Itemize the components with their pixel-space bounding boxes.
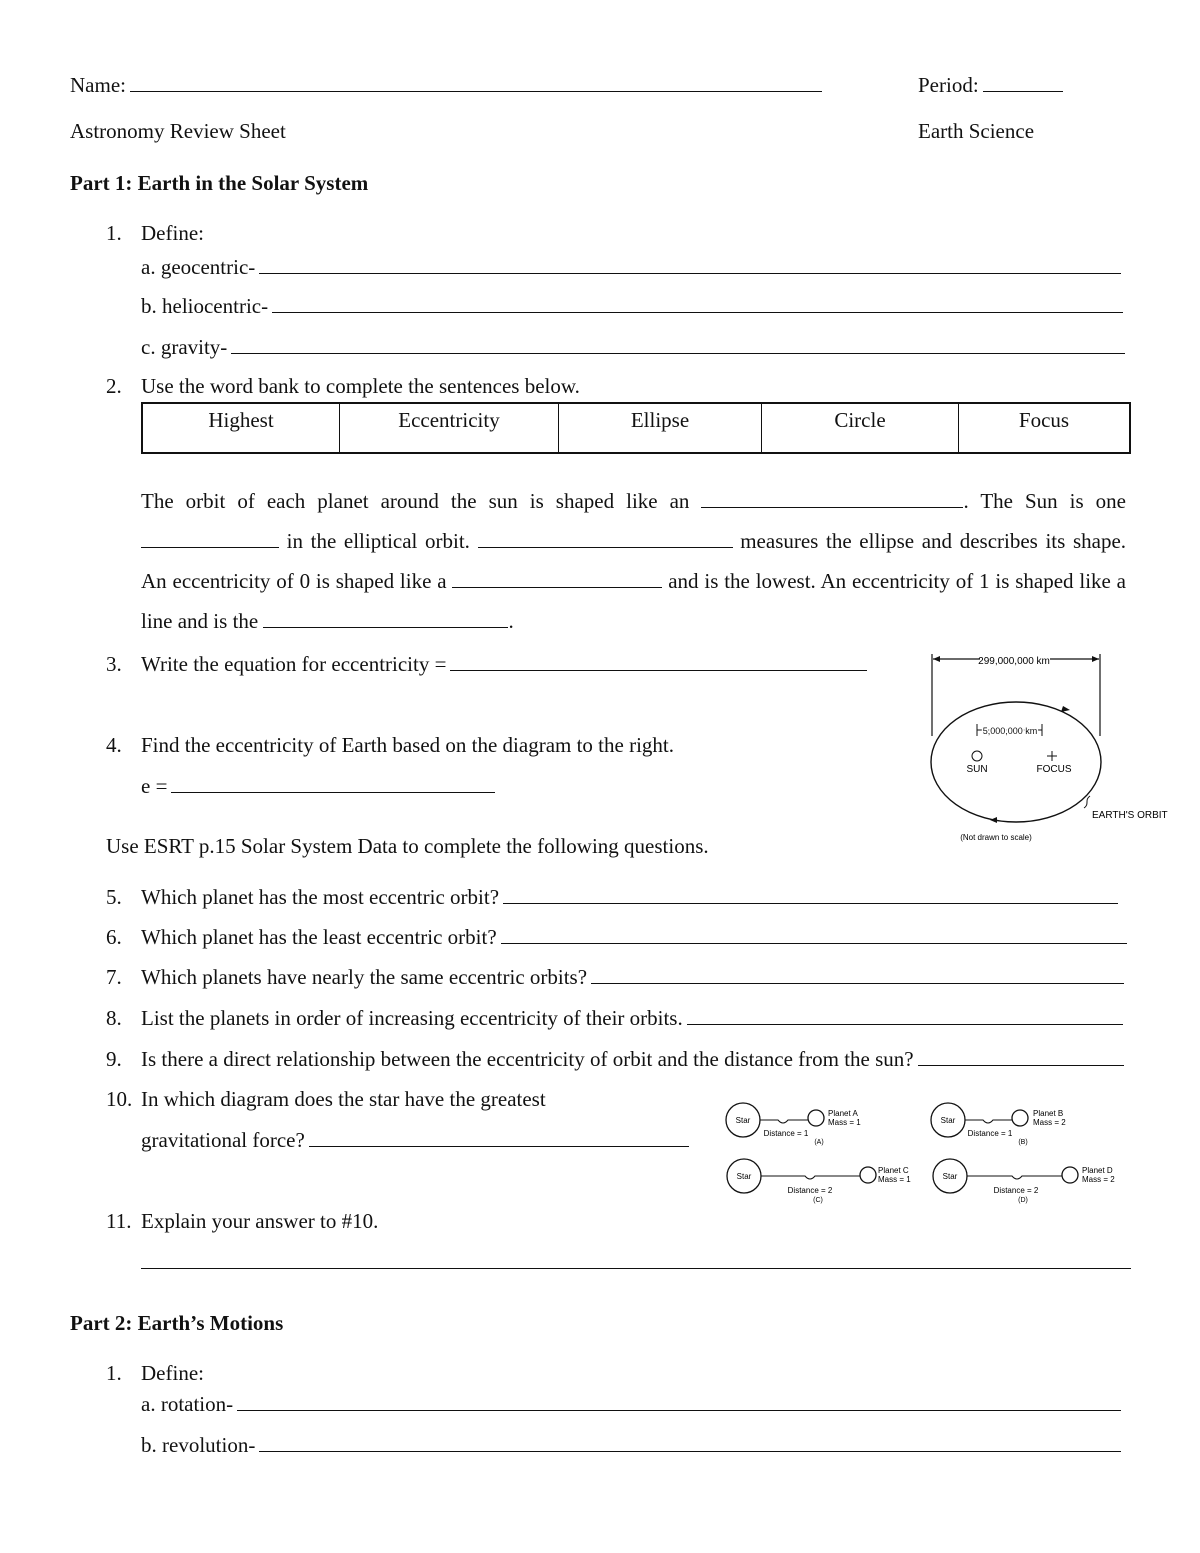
sentence-part: . The Sun is one: [963, 489, 1127, 513]
q3-number: 3.: [106, 652, 122, 676]
define-heliocentric[interactable]: [141, 293, 1123, 319]
answer-blank[interactable]: [591, 965, 1124, 984]
answer-blank[interactable]: [309, 1128, 689, 1147]
focus-label: FOCUS: [1036, 764, 1072, 775]
q9-number: 9.: [106, 1047, 122, 1071]
diagram-tag: (C): [813, 1197, 823, 1204]
period-blank[interactable]: [983, 73, 1063, 92]
q1-prompt: Define:: [141, 221, 204, 245]
define-gravity[interactable]: [141, 334, 1125, 360]
gravity-diagram-d: [933, 1159, 1115, 1204]
q3-prompt: Write the equation for eccentricity =: [141, 652, 447, 676]
fill-blank[interactable]: [478, 529, 733, 548]
word-bank-cell: Highest: [142, 403, 340, 453]
sentence-part: in the elliptical orbit.: [286, 529, 470, 553]
diagram-tag: (A): [814, 1139, 824, 1146]
part2-heading: Part 2: Earth’s Motions: [70, 1311, 284, 1335]
q4-answer-row[interactable]: [141, 773, 495, 799]
distance-label: Distance = 1: [967, 1129, 1013, 1138]
q11-answer-line[interactable]: [141, 1250, 1131, 1269]
q11-number: 11.: [106, 1209, 132, 1233]
answer-blank[interactable]: [687, 1006, 1123, 1025]
star-label: Star: [736, 1172, 752, 1181]
define-label: a. geocentric-: [141, 255, 256, 279]
answer-blank[interactable]: [259, 255, 1121, 274]
word-bank-cell: Circle: [762, 403, 959, 453]
word-bank-cell: Focus: [959, 403, 1131, 453]
q7-row[interactable]: [141, 964, 1124, 990]
mass-label: Mass = 1: [878, 1175, 911, 1184]
answer-blank[interactable]: [501, 925, 1127, 944]
q10-line2: gravitational force?: [141, 1128, 305, 1152]
answer-blank[interactable]: [272, 294, 1123, 313]
gravity-diagrams: [720, 1096, 1130, 1210]
sun-label: SUN: [966, 764, 988, 775]
q5-row[interactable]: [141, 884, 1118, 910]
question-prompt: Which planet has the most eccentric orbit?: [141, 885, 500, 909]
course-name: Earth Science: [918, 119, 1035, 143]
distance-label: Distance = 2: [993, 1186, 1039, 1195]
distance-label: Distance = 2: [787, 1186, 833, 1195]
name-blank[interactable]: [130, 73, 822, 92]
fill-blank[interactable]: [452, 569, 662, 588]
part2-q1-prompt: Define:: [141, 1361, 204, 1385]
planet-label: Planet C: [878, 1166, 909, 1175]
mass-label: Mass = 2: [1033, 1118, 1066, 1127]
define-revolution[interactable]: [141, 1432, 1121, 1458]
q5-number: 5.: [106, 885, 122, 909]
word-bank-table: [141, 402, 1131, 454]
q10-number: 10.: [106, 1087, 133, 1111]
sentence-part: measures the ellipse and describes its shape. An eccentricity of 0 is shaped like a: [141, 529, 1127, 593]
planet-label: Planet D: [1082, 1166, 1113, 1175]
sentence-part: .: [508, 609, 514, 633]
define-geocentric[interactable]: [141, 254, 1121, 280]
q10-answer-row[interactable]: [141, 1127, 689, 1153]
define-label: b. heliocentric-: [141, 294, 269, 318]
scale-note: (Not drawn to scale): [960, 833, 1032, 842]
answer-blank[interactable]: [259, 1433, 1121, 1452]
q1-number: 1.: [106, 221, 122, 245]
q2-prompt: Use the word bank to complete the sentences below.: [141, 374, 580, 398]
mass-label: Mass = 1: [828, 1118, 861, 1127]
orbit-label: EARTH'S ORBIT: [1092, 810, 1168, 821]
fill-blank[interactable]: [263, 609, 508, 628]
earth-orbit-diagram: [920, 648, 1168, 846]
q8-number: 8.: [106, 1006, 122, 1030]
word-bank-cell: Eccentricity: [340, 403, 559, 453]
gravity-diagram-a: [726, 1103, 861, 1146]
focal-distance-label: 5,000,000 km: [982, 726, 1038, 736]
mass-label: Mass = 2: [1082, 1175, 1115, 1184]
q8-row[interactable]: [141, 1005, 1123, 1031]
define-label: b. revolution-: [141, 1433, 256, 1457]
gravity-diagram-b: [931, 1103, 1066, 1146]
q11-prompt: Explain your answer to #10.: [141, 1209, 379, 1233]
answer-blank[interactable]: [237, 1392, 1121, 1411]
q9-row[interactable]: [141, 1046, 1124, 1072]
part1-heading: Part 1: Earth in the Solar System: [70, 171, 369, 195]
q4-answer-label: e =: [141, 774, 168, 798]
word-bank-paragraph: [141, 481, 1126, 641]
q4-number: 4.: [106, 733, 122, 757]
star-label: Star: [942, 1172, 958, 1181]
star-label: Star: [735, 1116, 751, 1125]
answer-blank[interactable]: [231, 335, 1125, 354]
major-axis-label: 299,000,000 km: [978, 656, 1050, 667]
sentence-part: and is the lowest. An eccentricity of 1 is shaped like a line and is the: [141, 569, 1127, 633]
diagram-tag: (D): [1018, 1197, 1028, 1204]
q3-row[interactable]: [141, 651, 867, 677]
q4-prompt: Find the eccentricity of Earth based on the diagram to the right.: [141, 733, 674, 757]
answer-blank[interactable]: [171, 774, 495, 793]
sheet-title: Astronomy Review Sheet: [70, 119, 286, 143]
word-bank-cell: Ellipse: [559, 403, 762, 453]
define-label: a. rotation-: [141, 1392, 234, 1416]
name-label: Name:: [70, 73, 126, 97]
q7-number: 7.: [106, 965, 122, 989]
star-label: Star: [940, 1116, 956, 1125]
q6-number: 6.: [106, 925, 122, 949]
q2-number: 2.: [106, 374, 122, 398]
gravity-diagram-c: [727, 1159, 911, 1204]
question-prompt: Which planet has the least eccentric orbit?: [141, 925, 497, 949]
define-label: c. gravity-: [141, 335, 228, 359]
diagram-tag: (B): [1018, 1139, 1028, 1146]
fill-blank[interactable]: [141, 529, 279, 548]
part2-q1-number: 1.: [106, 1361, 122, 1385]
planet-label: Planet B: [1033, 1109, 1064, 1118]
period-field[interactable]: [918, 72, 1063, 98]
answer-blank[interactable]: [918, 1047, 1124, 1066]
q6-row[interactable]: [141, 924, 1127, 950]
q10-line1: In which diagram does the star have the greatest: [141, 1087, 546, 1111]
question-prompt: Is there a direct relationship between the eccentricity of orbit and the distance from the sun?: [141, 1047, 914, 1071]
answer-blank[interactable]: [450, 652, 867, 671]
esrt-instruction: Use ESRT p.15 Solar System Data to complete the following questions.: [106, 834, 709, 858]
define-rotation[interactable]: [141, 1391, 1121, 1417]
sentence-part: The orbit of each planet around the sun is shaped like an: [141, 489, 690, 513]
distance-label: Distance = 1: [763, 1129, 809, 1138]
question-prompt: List the planets in order of increasing eccentricity of their orbits.: [141, 1006, 683, 1030]
period-label: Period:: [918, 73, 979, 97]
question-prompt: Which planets have nearly the same eccentric orbits?: [141, 965, 588, 989]
answer-blank[interactable]: [503, 885, 1118, 904]
name-field[interactable]: [70, 72, 822, 98]
planet-label: Planet A: [828, 1109, 858, 1118]
fill-blank[interactable]: [701, 489, 963, 508]
